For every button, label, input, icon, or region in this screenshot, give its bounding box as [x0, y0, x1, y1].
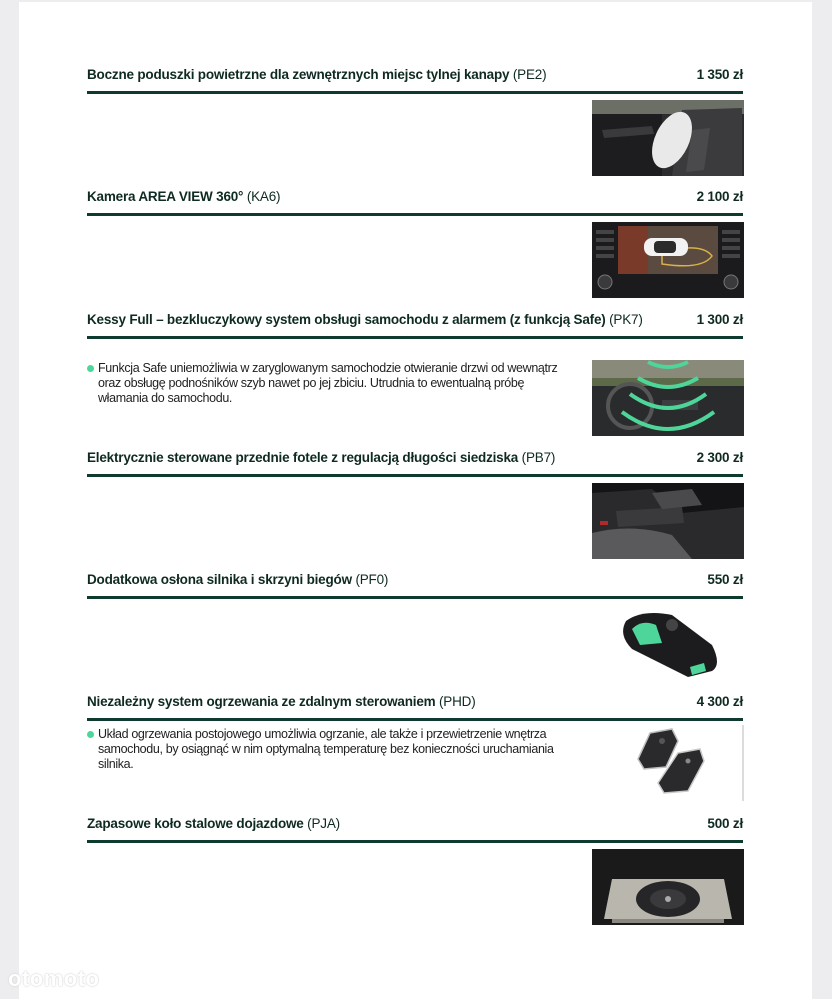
rear-side-airbag-photo: [592, 100, 744, 176]
option-item-ka6: [87, 189, 743, 216]
option-item-pk7: [87, 312, 743, 405]
option-code: (KA6): [246, 189, 281, 204]
section-divider: [87, 91, 743, 94]
option-price: 550 zł: [707, 572, 743, 587]
option-code: (PJA): [307, 816, 340, 831]
option-code: (PF0): [355, 572, 389, 587]
area-view-camera-screen-photo: [592, 222, 744, 298]
section-divider: [87, 718, 743, 721]
option-name: Elektrycznie sterowane przednie fotele z regulacją długości siedziska: [87, 450, 519, 465]
option-price: 2 300 zł: [696, 450, 743, 465]
option-item-phd: [87, 694, 743, 771]
option-title: [87, 450, 555, 466]
section-divider: [87, 474, 743, 477]
option-price: 1 350 zł: [696, 67, 743, 82]
watermark: otomoto: [8, 966, 100, 991]
option-title: [87, 694, 476, 710]
option-name: Niezależny system ogrzewania ze zdalnym sterowaniem: [87, 694, 436, 709]
option-price: 500 zł: [707, 816, 743, 831]
option-code: (PB7): [521, 450, 556, 465]
option-item-pf0: [87, 572, 743, 599]
option-name: Kessy Full – bezkluczykowy system obsługi samochodu z alarmem (z funkcją Safe): [87, 312, 606, 327]
option-description-text: Układ ogrzewania postojowego umożliwia ogrzanie, ale także i przewietrzenie wnętrza samochodu, by osiągnąć w nim optymalną temperaturę bez konieczności uruchamiania silnika.: [98, 727, 554, 771]
option-name: Kamera AREA VIEW 360°: [87, 189, 244, 204]
remote-key-fobs-photo: [592, 725, 744, 801]
option-title: [87, 312, 643, 328]
option-title: [87, 572, 388, 588]
option-name: Dodatkowa osłona silnika i skrzyni biegów: [87, 572, 352, 587]
option-item-pb7: [87, 450, 743, 477]
option-code: (PE2): [512, 67, 547, 82]
section-divider: [87, 596, 743, 599]
option-description: [87, 727, 568, 772]
option-code: (PK7): [609, 312, 643, 327]
section-divider: [87, 840, 743, 843]
section-divider: [87, 213, 743, 216]
bullet-icon: [87, 365, 94, 372]
option-title: [87, 67, 546, 83]
option-description-text: Funkcja Safe uniemożliwia w zaryglowanym samochodzie otwieranie drzwi od wewnątrz oraz obsługę podnośników szyb nawet po jej zbiciu. Utrudnia to ewentualną próbę włamania do samochodu.: [98, 361, 558, 405]
section-divider: [87, 336, 743, 339]
option-description: [87, 361, 568, 406]
kessy-dashboard-signal-photo: [592, 360, 744, 436]
option-price: 1 300 zł: [696, 312, 743, 327]
front-seats-photo: [592, 483, 744, 559]
option-name: Zapasowe koło stalowe dojazdowe: [87, 816, 304, 831]
bullet-icon: [87, 731, 94, 738]
underbody-shield-photo: [592, 605, 744, 681]
option-code: (PHD): [439, 694, 476, 709]
option-item-pja: [87, 816, 743, 843]
option-name: Boczne poduszki powietrzne dla zewnętrznych miejsc tylnej kanapy: [87, 67, 510, 82]
option-price: 2 100 zł: [696, 189, 743, 204]
option-title: [87, 189, 280, 205]
option-title: [87, 816, 340, 832]
option-item-pe2: [87, 67, 743, 94]
spare-wheel-trunk-photo: [592, 849, 744, 925]
option-price: 4 300 zł: [696, 694, 743, 709]
document-page: [19, 2, 812, 999]
